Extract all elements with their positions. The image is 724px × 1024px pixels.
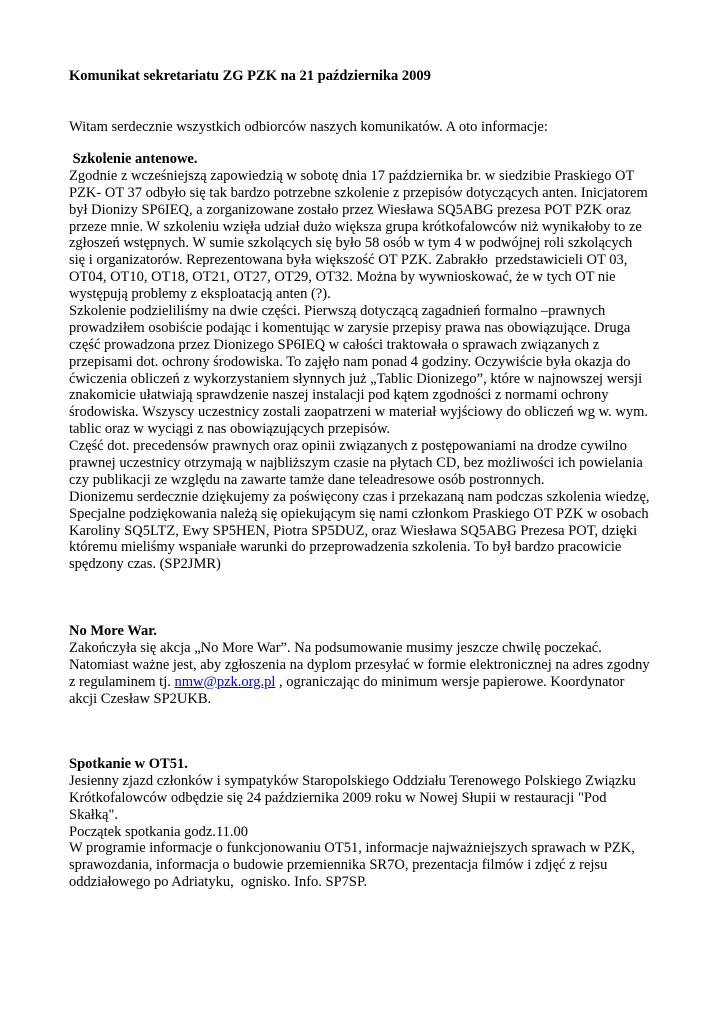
paragraph-line: zgłoszeń wstępnych. W sumie szkolących się było 58 osób w tym 4 w podwójnej roli szkolących — [69, 235, 633, 252]
section-heading-antenna: Szkolenie antenowe. — [69, 151, 198, 167]
paragraph-line: Skałką". — [69, 806, 119, 823]
paragraph-line: sprawozdania, informacja o budowie przemiennika SR7O, prezentacja filmów i zdjęć z rejsu — [69, 857, 608, 874]
paragraph-line: Natomiast ważne jest, aby zgłoszenia na dyplom przesyłać w formie elektronicznej na adres zgodny — [69, 656, 650, 673]
paragraph-line: Specjalne podziękowania należą się opiekującym się nami członkom Praskiego OT PZK w osobach — [69, 505, 649, 522]
text-after-email: , ograniczając do minimum wersje papierowe. Koordynator — [275, 673, 625, 690]
paragraph-line: Karoliny SQ5LTZ, Ewy SP5HEN, Piotra SP5DUZ, oraz Wiesława SQ5ABG Prezesa POT, dzięki — [69, 522, 638, 539]
paragraph-line: W programie informacje o funkcjonowaniu OT51, informacje najważniejszych sprawach w PZK, — [69, 840, 635, 857]
paragraph-line: prawnej uczestnicy otrzymają w najbliższym czasie na płytach CD, bez możliwości ich powielania — [69, 455, 643, 472]
greeting-text: Witam serdecznie wszystkich odbiorców naszych komunikatów. A oto informacje: — [69, 119, 548, 135]
paragraph-line: się i organizatorów. Reprezentowana była większość OT PZK. Zabrakło przedstawicieli OT 03, — [69, 252, 628, 269]
paragraph-line: któremu mieliśmy wspaniałe warunki do przeprowadzenia szkolenia. To był bardzo pracowicie — [69, 539, 622, 556]
document-title: Komunikat sekretariatu ZG PZK na 21 października 2009 — [69, 68, 431, 84]
section-heading-ot51: Spotkanie w OT51. — [69, 756, 188, 772]
paragraph-line: przeze mnie. W szkoleniu wzięła udział dużo większa grupa krótkofalowców niż wynikałoby to ze — [69, 218, 642, 235]
paragraph-line: oddziałowego po Adriatyku, ognisko. Info. SP7SP. — [69, 874, 368, 891]
paragraph-line: ćwiczenia obliczeń z wykorzystaniem słynnych już „Tablic Dionizego”, które w najnowszej wersji — [69, 370, 643, 387]
section-no-more-war — [69, 623, 669, 707]
paragraph-line: Szkolenie podzieliliśmy na dwie części. Pierwszą dotyczącą zagadnień formalno –prawnych — [69, 303, 606, 320]
paragraph-line: czy publikacji ze względu na zawarte tamże dane teleadresowe osób postronnych. — [69, 471, 545, 488]
section-meeting-ot51 — [69, 756, 669, 891]
paragraph-line: Jesienny zjazd członków i sympatyków Staropolskiego Oddziału Terenowego Polskiego Związku — [69, 772, 636, 789]
paragraph-line: OT04, OT10, OT18, OT21, OT27, OT29, OT32. Można by wywnioskować, że w tych OT nie — [69, 269, 616, 286]
text-before-email: z regulaminem tj. — [69, 673, 175, 690]
paragraph-line — [69, 674, 669, 691]
paragraph-line: znakomicie ułatwiają sprawdzenie naszej instalacji pod kątem zgodności z normami ochrony — [69, 387, 609, 404]
paragraph-line: akcji Czesław SP2UKB. — [69, 690, 212, 707]
paragraph-line: spędzony czas. (SP2JMR) — [69, 556, 221, 573]
paragraph-line: Początek spotkania godz.11.00 — [69, 823, 249, 840]
paragraph-line: prowadziłem osobiście podając i komentując w zarysie przepisy prawa nas obowiązujące. Druga — [69, 319, 631, 336]
paragraph-line: tablic oraz w wyciągi z nas obowiązujących przepisów. — [69, 421, 391, 438]
paragraph-line: Krótkofalowców odbędzie się 24 października 2009 roku w Nowej Słupii w restauracji "Pod — [69, 789, 607, 806]
paragraph-line: Część dot. precedensów prawnych oraz opinii związanych z postępowaniami na drodze cywilno — [69, 438, 628, 455]
section-antenna-training — [69, 151, 669, 573]
paragraph-line: Zgodnie z wcześniejszą zapowiedzią w sobotę dnia 17 października br. w siedzibie Praskiego OT — [69, 167, 635, 184]
paragraph-line: Zakończyła się akcja „No More War”. Na podsumowanie musimy jeszcze chwilę poczekać. — [69, 639, 602, 656]
paragraph-line: PZK- OT 37 odbyło się tak bardzo potrzebne szkolenie z przepisów dotyczących anten. Inicjatorem — [69, 184, 648, 201]
paragraph-line: Dionizemu serdecznie dziękujemy za poświęcony czas i przekazaną nam podczas szkolenia wiedzę, — [69, 488, 650, 505]
paragraph-line: był Dionizy SP6IEQ, a zorganizowane zostało przez Wiesława SQ5ABG prezesa POT PZK oraz — [69, 201, 631, 218]
paragraph-line: część prowadzona przez Dionizego SP6IEQ w całości traktowała o sprawach związanych z — [69, 336, 600, 353]
section-heading-no-more-war: No More War. — [69, 623, 157, 639]
paragraph-line: przepisami dot. ochrony środowiska. To zajęło nam ponad 4 godziny. Oczywiście była okazja do — [69, 353, 631, 370]
email-link[interactable]: nmw@pzk.org.pl — [174, 673, 276, 690]
paragraph-line: środowiska. Wszyscy uczestnicy zostali zaopatrzeni w materiał wyjściowy do obliczeń wg w. wym. — [69, 404, 649, 421]
paragraph-line: występują problemy z eksploatacją anten (?). — [69, 286, 331, 303]
